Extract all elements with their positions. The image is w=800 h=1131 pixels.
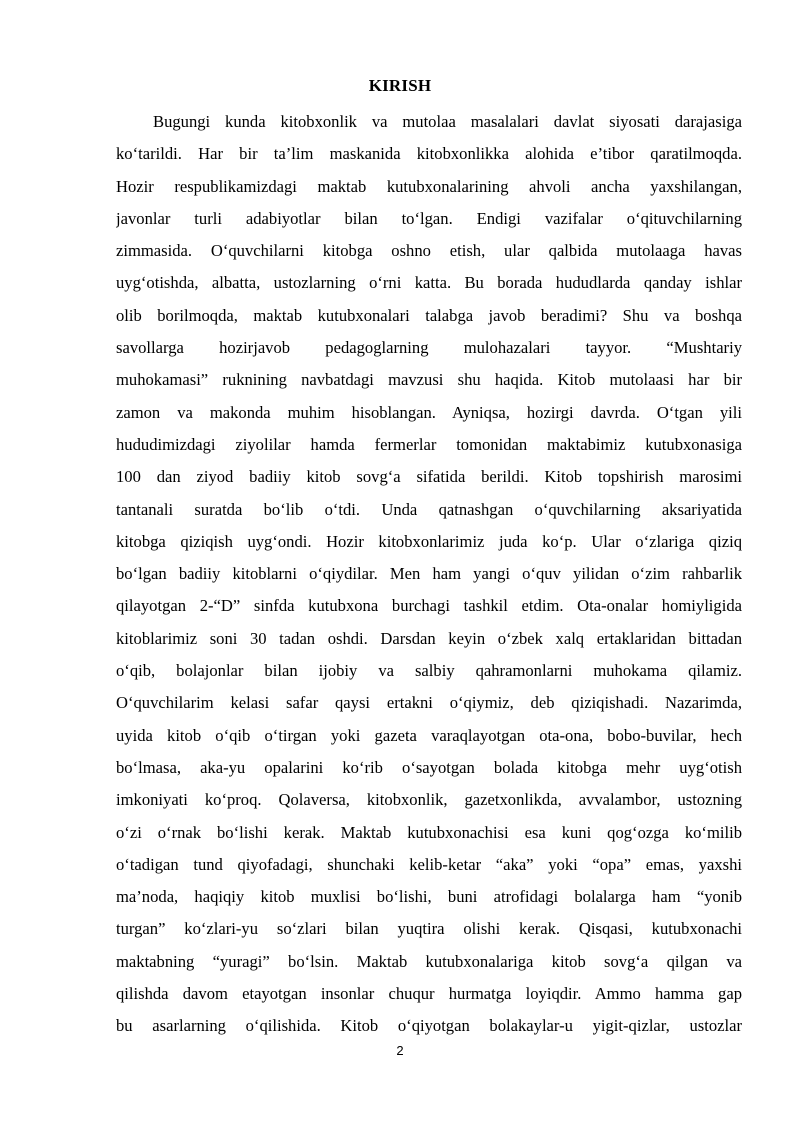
text-line: bo‘lgan badiiy kitoblarni o‘qiydilar. Men ham yangi o‘quv yilidan o‘zim rahbarlik <box>116 564 742 584</box>
text-line: maktabning “yuragi” bo‘lsin. Maktab kutubxonalariga kitob sovg‘a qilgan va <box>116 951 742 971</box>
text-line: javonlar turli adabiyotlar bilan to‘lgan. Endigi vazifalar o‘qituvchilarning <box>116 208 742 228</box>
text-line: kitoblarimiz soni 30 tadan oshdi. Darsdan keyin o‘zbek xalq ertaklaridan bittadan <box>116 628 742 648</box>
text-line: savollarga hozirjavob pedagoglarning mulohazalari tayyor. “Mushtariy <box>116 338 742 358</box>
text-line: uyida kitob o‘qib o‘tirgan yoki gazeta varaqlayotgan ota-ona, bobo-buvilar, hech <box>116 725 742 745</box>
text-line: olib borilmoqda, maktab kutubxonalari talabga javob beradimi? Shu va boshqa <box>116 305 742 325</box>
text-line: ko‘tarildi. Har bir ta’lim maskanida kitobxonlikka alohida e’tibor qaratilmoqda. <box>116 144 742 164</box>
text-line: o‘qib, bolajonlar bilan ijobiy va salbiy qahramonlarni muhokama qilamiz. <box>116 661 742 681</box>
text-line: turgan” ko‘zlari-yu so‘zlari bilan yuqtira olishi kerak. Qisqasi, kutubxonachi <box>116 919 742 939</box>
text-line: qilayotgan 2-“D” sinfda kutubxona burchagi tashkil etdim. Ota-onalar homiyligida <box>116 596 742 616</box>
text-line: zimmasida. O‘quvchilarni kitobga oshno etish, ular qalbida mutolaaga havas <box>116 241 742 261</box>
text-line: bo‘lmasa, aka-yu opalarini ko‘rib o‘sayotgan bolada kitobga mehr uyg‘otish <box>116 757 742 777</box>
text-line: imkoniyati ko‘proq. Qolaversa, kitobxonlik, gazetxonlikda, avvalambor, ustozning <box>116 790 742 810</box>
body-paragraph <box>116 106 742 1043</box>
text-line: o‘tadigan tund qiyofadagi, shunchaki kelib-ketar “aka” yoki “opa” emas, yaxshi <box>116 854 742 874</box>
text-line: tantanali suratda bo‘lib o‘tdi. Unda qatnashgan o‘quvchilarning aksariyatida <box>116 499 742 519</box>
text-line: 100 dan ziyod badiiy kitob sovg‘a sifatida berildi. Kitob topshirish marosimi <box>116 467 742 487</box>
text-line: zamon va makonda muhim hisoblangan. Ayniqsa, hozirgi davrda. O‘tgan yili <box>116 402 742 422</box>
text-line: hududimizdagi ziyolilar hamda fermerlar tomonidan maktabimiz kutubxonasiga <box>116 434 742 454</box>
text-line: O‘quvchilarim kelasi safar qaysi ertakni o‘qiymiz, deb qiziqishadi. Nazarimda, <box>116 693 742 713</box>
text-line: o‘zi o‘rnak bo‘lishi kerak. Maktab kutubxonachisi esa kuni qog‘ozga ko‘milib <box>116 822 742 842</box>
text-line: bu asarlarning o‘qilishida. Kitob o‘qiyotgan bolakaylar-u yigit-qizlar, ustozlar <box>116 1016 742 1036</box>
page-number: 2 <box>396 1043 404 1058</box>
text-line: qilishda davom etayotgan insonlar chuqur hurmatga loyiqdir. Ammo hamma gap <box>116 984 742 1004</box>
text-line: ma’noda, haqiqiy kitob muxlisi bo‘lishi, buni atrofidagi bolalarga ham “yonib <box>116 887 742 907</box>
text-line: kitobga qiziqish uyg‘ondi. Hozir kitobxonlarimiz juda ko‘p. Ular o‘zlariga qiziq <box>116 531 742 551</box>
section-title: KIRISH <box>368 76 432 95</box>
text-line: muhokamasi” ruknining navbatdagi mavzusi shu haqida. Kitob mutolaasi har bir <box>116 370 742 390</box>
text-line: uyg‘otishda, albatta, ustozlarning o‘rni katta. Bu borada hududlarda qanday ishlar <box>116 273 742 293</box>
text-line: Bugungi kunda kitobxonlik va mutolaa masalalari davlat siyosati darajasiga <box>153 112 742 131</box>
text-line: Hozir respublikamizdagi maktab kutubxonalarining ahvoli ancha yaxshilangan, <box>116 176 742 196</box>
